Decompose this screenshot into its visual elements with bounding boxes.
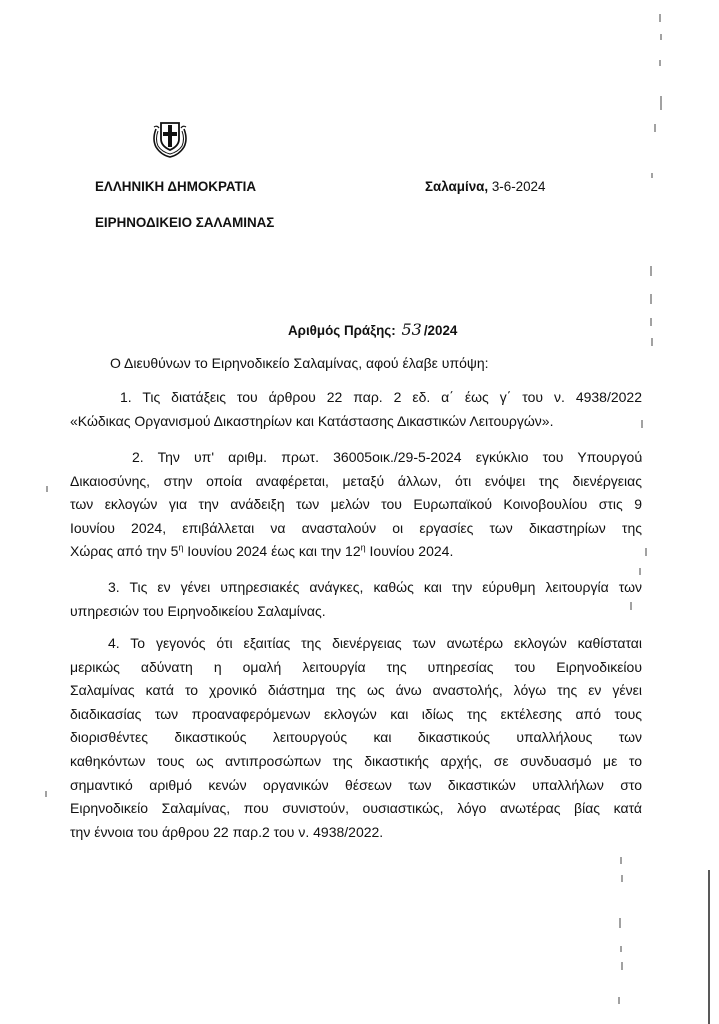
item-2-line-1: 2. Την υπ' αριθμ. πρωτ. 36005οικ./29-5-2024 εγκύκλιο του Υπουργού [132, 449, 642, 465]
act-number-year: /2024 [423, 323, 458, 338]
item-2-line-3: των εκλογών για την ανάδειξη των μελών του Ευρωπαϊκού Κοινοβουλίου στις 9 [70, 496, 642, 513]
item-4-line-2: μερικώς αδύνατη η ομαλή λειτουργία της υπηρεσίας του Ειρηνοδικείου [70, 658, 642, 675]
item-4-line-4: διαδικασίας των προαναφερόμενων εκλογών και ιδίως της εκτέλεσης από τους [70, 705, 642, 722]
item-4-line-1: 4. Το γεγονός ότι εξαιτίας της διενέργειας των ανωτέρω εκλογών καθίσταται [108, 635, 642, 651]
place-label: Σαλαμίνα, [425, 179, 489, 194]
list-item [70, 632, 642, 844]
handwritten-act-number: 53 [401, 320, 422, 339]
document-date: 3-6-2024 [491, 179, 546, 194]
item-4-line-7: σημαντικό αριθμό κενών οργανικών θέσεων των δικαστικών υπαλλήλων στο [70, 776, 642, 793]
list-item [70, 576, 642, 623]
item-2-line-5: Χώρας από την $5^\eta$ Ιουνίου 2024 έως και την $12^\eta$ Ιουνίου 2024. [70, 542, 454, 560]
item-3-line-1: 3. Τις εν γένει υπηρεσιακές ανάγκες, καθώς και την εύρυθμη λειτουργία των [108, 579, 642, 595]
country-heading: ΕΛΛΗΝΙΚΗ ΔΗΜΟΚΡΑΤΙΑ [95, 179, 257, 194]
item-4-line-6: καθηκόντων τους ως αντιπροσώπων της δικαστικής αρχής, σε συνδυασμό με το [70, 752, 642, 769]
court-heading: ΕΙΡΗΝΟΔΙΚΕΙΟ ΣΑΛΑΜΙΝΑΣ [95, 215, 275, 230]
item-4-line-3: Σαλαμίνας κατά το χρονικό διάστημα της ως άνω αναστολής, λόγω της εν γένει [70, 682, 642, 699]
list-item [70, 446, 642, 564]
intro-paragraph: Ο Διευθύνων το Ειρηνοδικείο Σαλαμίνας, αφού έλαβε υπόψη: [110, 355, 489, 371]
act-number [288, 320, 457, 339]
item-4-line-5: διορισθέντες δικαστικούς λειτουργούς και δικαστικούς υπαλλήλους των [70, 729, 642, 746]
place-date [425, 179, 545, 194]
item-1-line-2: «Κώδικας Οργανισμού Δικαστηρίων και Κατάστασης Δικαστικών Λειτουργών». [70, 412, 554, 429]
item-2-line-2: Δικαιοσύνης, στην οποία αναφέρεται, μεταξύ άλλων, ότι ενόψει της διενέργειας [70, 472, 642, 489]
greek-coat-of-arms-icon [148, 115, 192, 159]
list-item [70, 386, 642, 433]
act-number-label: Αριθμός Πράξης: [288, 323, 396, 338]
item-4-line-9: την έννοια του άρθρου 22 παρ.2 του ν. 4938/2022. [70, 823, 384, 840]
item-2-line-4: Ιουνίου 2024, επιβάλλεται να ανασταλούν οι εργασίες των δικαστηρίων της [70, 519, 642, 536]
item-3-line-2: υπηρεσιών του Ειρηνοδικείου Σαλαμίνας. [70, 602, 326, 619]
item-1-line-1: 1. Τις διατάξεις του άρθρου 22 παρ. 2 εδ. α΄ έως γ΄ του ν. 4938/2022 [120, 389, 642, 405]
item-4-line-8: Ειρηνοδικείο Σαλαμίνας, που συνιστούν, ουσιαστικώς, λόγο ανωτέρας βίας κατά [70, 800, 642, 817]
